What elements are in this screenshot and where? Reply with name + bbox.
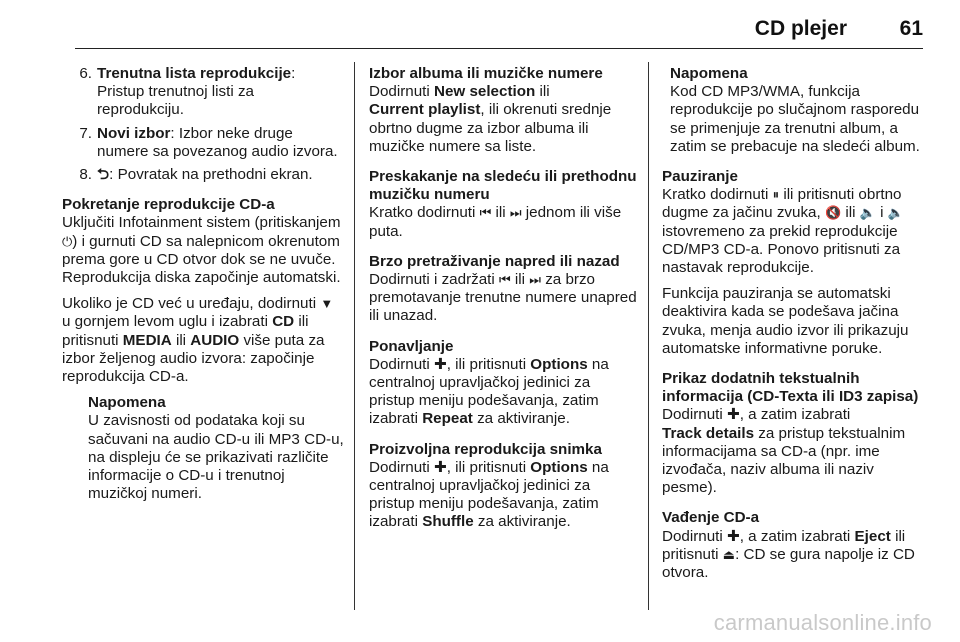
- text-info-section: Prikaz dodatnih tekstualnih informacija (CD-Texta ili ID3 zapisa) Dodirnuti ✚, a zatim izabrati Track details za pristup tekstualnim informacijama sa CD-a (npr. ime izvođača, naziv albuma ili naziv pesme).: [662, 370, 919, 497]
- section-title: CD plejer: [754, 17, 847, 40]
- plus-icon: ✚: [727, 527, 740, 545]
- plus-icon: ✚: [727, 406, 740, 424]
- column-divider-1: [354, 62, 355, 610]
- next-track-icon: ⏭: [509, 205, 522, 221]
- page-header: [75, 0, 923, 49]
- list-item: 7. Novi izbor: Izbor neke druge numere sa povezanog audio izvora.: [79, 124, 338, 160]
- eject-icon: ⏏: [722, 546, 736, 562]
- note-box: Napomena U zavisnosti od podataka koji su sačuvani na audio CD-u ili MP3 CD-u, na displeju će se prikazivati različite informacije o CD-u i trenutnoj muzičkoj numeri.: [88, 394, 344, 503]
- previous-track-icon: ⏮: [479, 205, 492, 221]
- previous-track-icon: ⏮: [499, 272, 511, 288]
- next-track-icon: ⏭: [529, 272, 541, 288]
- skip-section: Preskakanje na sledeću ili prethodnu muzičku numeru Kratko dodirnuti ⏮ ili ⏭ jednom ili više puta.: [369, 168, 637, 240]
- plus-icon: ✚: [434, 355, 447, 373]
- triangle-down-icon: ▼: [320, 296, 334, 312]
- repeat-section: Ponavljanje Dodirnuti ✚, ili pritisnuti Options na centralnoj upravljačkoj jedinici za pristup meniju podešavanja, zatim izabrati Repeat za aktiviranje.: [369, 337, 609, 428]
- volume-up-icon: 🔈: [887, 205, 904, 221]
- section-heading: Pokretanje reprodukcije CD-a: [62, 196, 275, 214]
- back-arrow-icon: ⮌: [97, 166, 110, 184]
- power-icon: ⏻: [62, 233, 73, 249]
- plus-icon: ✚: [434, 458, 447, 476]
- pause-icon: ⏸: [772, 187, 780, 203]
- start-playback-section: Pokretanje reprodukcije CD-a Uključiti Infotainment sistem (pritiskanjem ⏻) i gurnuti CD sa nalepnicom okrenutom prema gore u CD otvor dok se ne uvuče. Reprodukcija diska započinje automatski. Ukoliko je CD već u uređaju, dodirnuti ▼ u gornjem levom uglu i izabrati CD ili pritisnuti MEDIA ili AUDIO više puta za izbor željenog audio izvora: započinje reprodukcija CD-a.: [62, 196, 344, 386]
- column-divider-2: [648, 62, 649, 610]
- shuffle-section: Proizvoljna reprodukcija snimka Dodirnuti ✚, ili pritisnuti Options na centralnoj upravljačkoj jedinici za pristup meniju podešavanja, zatim izabrati Shuffle za aktiviranje.: [369, 440, 609, 531]
- note-box: Napomena Kod CD MP3/WMA, funkcija reprodukcije po slučajnom rasporedu se primenjuje za trenutni album, a zatim se prebacuje na sledeći album.: [670, 65, 920, 155]
- album-selection-section: Izbor albuma ili muzičke numere Dodirnuti New selection ili Current playlist, ili okrenuti srednje obrtno dugme za izbor albuma ili muzičke numere sa liste.: [369, 65, 612, 155]
- pause-section: Pauziranje Kratko dodirnuti ⏸ ili pritisnuti obrtno dugme za jačinu zvuka, 🔇 ili 🔈 i 🔈 istovremeno za prekid reprodukcije CD/MP3 CD-a. Ponovo pritisnuti za nastavak reprodukcije. Funkcija pauziranja se automatski deaktivira kada se podešava jačina zvuka, menja audio izvor ili prikazuju automatske informativne poruke.: [662, 168, 909, 357]
- column-middle: [369, 65, 637, 540]
- list-item: 6. Trenutna lista reprodukcije: Pristup trenutnoj listi za reprodukciju.: [79, 65, 296, 119]
- page-number: 61: [899, 17, 923, 40]
- seek-section: Brzo pretraživanje napred ili nazad Dodirnuti i zadržati ⏮ ili ⏭ za brzo premotavanje trenutne numere unapred ili unazad.: [369, 252, 637, 325]
- column-left: [62, 65, 344, 503]
- eject-section: Vađenje CD-a Dodirnuti ✚, a zatim izabrati Eject ili pritisnuti ⏏: CD se gura napolje iz CD otvora.: [662, 509, 915, 582]
- volume-down-icon: 🔈: [859, 205, 876, 221]
- watermark: carmanualsonline.info: [713, 610, 932, 635]
- column-right: [662, 65, 926, 590]
- list-item: 8. ⮌: Povratak na prethodni ekran.: [79, 166, 313, 184]
- mute-icon: 🔇: [824, 205, 842, 221]
